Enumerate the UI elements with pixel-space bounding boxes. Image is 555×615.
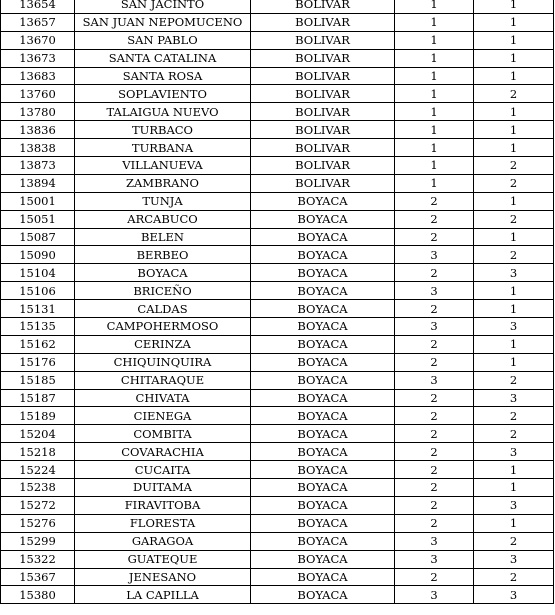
value-b-cell: 1 [474,514,554,532]
value-b-cell: 1 [474,139,554,157]
department-cell: BOYACA [251,318,395,336]
code-cell: 15299 [1,532,75,550]
value-b-cell: 1 [474,103,554,121]
value-a-cell: 1 [395,0,474,13]
table-row [1,496,554,514]
department-cell: BOLIVAR [251,139,395,157]
municipality-cell: SANTA ROSA [75,67,251,85]
table-row [1,139,554,157]
code-cell: 15189 [1,407,75,425]
municipality-cell: TURBANA [75,139,251,157]
table-row [1,49,554,67]
municipality-cell: TURBACO [75,121,251,139]
municipality-cell: BERBEO [75,246,251,264]
value-b-cell: 2 [474,407,554,425]
value-b-cell: 2 [474,532,554,550]
table-row [1,407,554,425]
department-cell: BOYACA [251,479,395,497]
municipality-cell: SAN JACINTO [75,0,251,13]
table-body [1,0,554,604]
municipality-cell: ARCABUCO [75,210,251,228]
value-b-cell: 2 [474,568,554,586]
value-a-cell: 2 [395,228,474,246]
municipality-cell: SANTA CATALINA [75,49,251,67]
value-b-cell: 3 [474,264,554,282]
municipality-cell: LA CAPILLA [75,586,251,604]
code-cell: 13673 [1,49,75,67]
code-cell: 13838 [1,139,75,157]
value-a-cell: 1 [395,67,474,85]
code-cell: 13873 [1,157,75,175]
code-cell: 15051 [1,210,75,228]
department-cell: BOYACA [251,389,395,407]
municipality-cell: SAN PABLO [75,31,251,49]
table-row [1,246,554,264]
code-cell: 15104 [1,264,75,282]
municipality-cell: CIENEGA [75,407,251,425]
value-a-cell: 3 [395,318,474,336]
table-row [1,121,554,139]
code-cell: 13780 [1,103,75,121]
department-cell: BOYACA [251,407,395,425]
table-row [1,586,554,604]
table-row [1,67,554,85]
code-cell: 13760 [1,85,75,103]
municipality-cell: COMBITA [75,425,251,443]
table-row [1,389,554,407]
municipality-cell: FIRAVITOBA [75,496,251,514]
department-cell: BOYACA [251,192,395,210]
value-b-cell: 3 [474,318,554,336]
department-cell: BOYACA [251,550,395,568]
table-row [1,550,554,568]
municipality-cell: COVARACHIA [75,443,251,461]
value-a-cell: 2 [395,425,474,443]
department-cell: BOYACA [251,264,395,282]
department-cell: BOYACA [251,532,395,550]
value-b-cell: 3 [474,550,554,568]
table-row [1,568,554,586]
department-cell: BOYACA [251,371,395,389]
municipality-cell: CERINZA [75,335,251,353]
municipality-cell: CHITARAQUE [75,371,251,389]
code-cell: 15087 [1,228,75,246]
municipality-cell: CHIQUINQUIRA [75,353,251,371]
value-b-cell: 1 [474,282,554,300]
value-b-cell: 2 [474,157,554,175]
municipality-cell: TUNJA [75,192,251,210]
code-cell: 15380 [1,586,75,604]
table-row [1,425,554,443]
value-a-cell: 3 [395,532,474,550]
department-cell: BOYACA [251,335,395,353]
value-b-cell: 1 [474,461,554,479]
table-row [1,353,554,371]
code-cell: 13683 [1,67,75,85]
table-row [1,514,554,532]
value-b-cell: 1 [474,353,554,371]
value-b-cell: 1 [474,300,554,318]
code-cell: 15187 [1,389,75,407]
value-a-cell: 1 [395,121,474,139]
value-b-cell: 2 [474,371,554,389]
value-b-cell: 1 [474,479,554,497]
department-cell: BOYACA [251,300,395,318]
municipality-cell: BELEN [75,228,251,246]
municipality-cell: DUITAMA [75,479,251,497]
value-a-cell: 2 [395,443,474,461]
department-cell: BOYACA [251,496,395,514]
table-row [1,532,554,550]
value-b-cell: 2 [474,85,554,103]
municipality-cell: ZAMBRANO [75,174,251,192]
value-b-cell: 1 [474,0,554,13]
code-cell: 13657 [1,13,75,31]
department-cell: BOLIVAR [251,13,395,31]
municipality-cell: CAMPOHERMOSO [75,318,251,336]
code-cell: 15204 [1,425,75,443]
table-row [1,371,554,389]
value-b-cell: 1 [474,13,554,31]
code-cell: 15224 [1,461,75,479]
code-cell: 15090 [1,246,75,264]
table-row [1,228,554,246]
code-cell: 15322 [1,550,75,568]
value-a-cell: 1 [395,85,474,103]
department-cell: BOLIVAR [251,103,395,121]
table-row [1,318,554,336]
value-b-cell: 1 [474,49,554,67]
code-cell: 15131 [1,300,75,318]
municipality-cell: FLORESTA [75,514,251,532]
municipality-cell: CUCAITA [75,461,251,479]
table-row [1,461,554,479]
table-row [1,300,554,318]
department-cell: BOYACA [251,246,395,264]
code-cell: 15367 [1,568,75,586]
value-a-cell: 3 [395,282,474,300]
department-cell: BOLIVAR [251,174,395,192]
department-cell: BOLIVAR [251,31,395,49]
department-cell: BOLIVAR [251,49,395,67]
code-cell: 15238 [1,479,75,497]
value-a-cell: 1 [395,31,474,49]
value-a-cell: 2 [395,335,474,353]
table-row [1,85,554,103]
value-a-cell: 3 [395,371,474,389]
department-cell: BOYACA [251,586,395,604]
table-row [1,264,554,282]
department-cell: BOYACA [251,425,395,443]
department-cell: BOLIVAR [251,0,395,13]
value-a-cell: 2 [395,479,474,497]
department-cell: BOYACA [251,461,395,479]
value-a-cell: 1 [395,103,474,121]
value-a-cell: 2 [395,192,474,210]
department-cell: BOLIVAR [251,85,395,103]
value-b-cell: 1 [474,31,554,49]
table-row [1,443,554,461]
value-a-cell: 2 [395,353,474,371]
code-cell: 13894 [1,174,75,192]
value-a-cell: 1 [395,174,474,192]
table-row [1,479,554,497]
value-a-cell: 1 [395,49,474,67]
table-row [1,192,554,210]
municipality-cell: VILLANUEVA [75,157,251,175]
value-b-cell: 2 [474,246,554,264]
department-cell: BOYACA [251,210,395,228]
department-cell: BOYACA [251,228,395,246]
table-row [1,31,554,49]
table-row [1,335,554,353]
code-cell: 13670 [1,31,75,49]
municipality-cell: GARAGOA [75,532,251,550]
department-cell: BOYACA [251,282,395,300]
department-cell: BOLIVAR [251,67,395,85]
department-cell: BOYACA [251,514,395,532]
table-row [1,282,554,300]
table-row [1,13,554,31]
value-a-cell: 2 [395,264,474,282]
value-b-cell: 1 [474,121,554,139]
table-row [1,0,554,13]
value-b-cell: 3 [474,389,554,407]
code-cell: 15162 [1,335,75,353]
table-row [1,210,554,228]
table-row [1,103,554,121]
municipality-cell: GUATEQUE [75,550,251,568]
code-cell: 15276 [1,514,75,532]
value-b-cell: 1 [474,67,554,85]
value-a-cell: 3 [395,550,474,568]
department-cell: BOLIVAR [251,157,395,175]
value-a-cell: 3 [395,246,474,264]
department-cell: BOYACA [251,443,395,461]
department-cell: BOYACA [251,568,395,586]
municipality-cell: BOYACA [75,264,251,282]
value-a-cell: 2 [395,496,474,514]
value-a-cell: 2 [395,514,474,532]
municipality-cell: SAN JUAN NEPOMUCENO [75,13,251,31]
value-b-cell: 2 [474,174,554,192]
value-b-cell: 1 [474,335,554,353]
municipality-cell: CALDAS [75,300,251,318]
value-b-cell: 3 [474,496,554,514]
value-b-cell: 2 [474,425,554,443]
code-cell: 15135 [1,318,75,336]
department-cell: BOYACA [251,353,395,371]
municipality-cell: JENESANO [75,568,251,586]
code-cell: 13836 [1,121,75,139]
value-b-cell: 3 [474,443,554,461]
value-a-cell: 2 [395,461,474,479]
table-row [1,174,554,192]
value-b-cell: 1 [474,192,554,210]
value-b-cell: 1 [474,228,554,246]
code-cell: 15106 [1,282,75,300]
municipality-cell: TALAIGUA NUEVO [75,103,251,121]
value-a-cell: 2 [395,210,474,228]
code-cell: 15176 [1,353,75,371]
code-cell: 15185 [1,371,75,389]
code-cell: 15218 [1,443,75,461]
code-cell: 15272 [1,496,75,514]
value-a-cell: 3 [395,586,474,604]
code-cell: 15001 [1,192,75,210]
municipality-cell: BRICEÑO [75,282,251,300]
code-cell: 13654 [1,0,75,13]
value-a-cell: 2 [395,389,474,407]
municipality-cell: CHIVATA [75,389,251,407]
table-row [1,157,554,175]
value-b-cell: 3 [474,586,554,604]
municipality-cell: SOPLAVIENTO [75,85,251,103]
value-a-cell: 2 [395,300,474,318]
value-a-cell: 1 [395,13,474,31]
value-b-cell: 2 [474,210,554,228]
value-a-cell: 1 [395,139,474,157]
value-a-cell: 2 [395,407,474,425]
value-a-cell: 2 [395,568,474,586]
value-a-cell: 1 [395,157,474,175]
department-cell: BOLIVAR [251,121,395,139]
